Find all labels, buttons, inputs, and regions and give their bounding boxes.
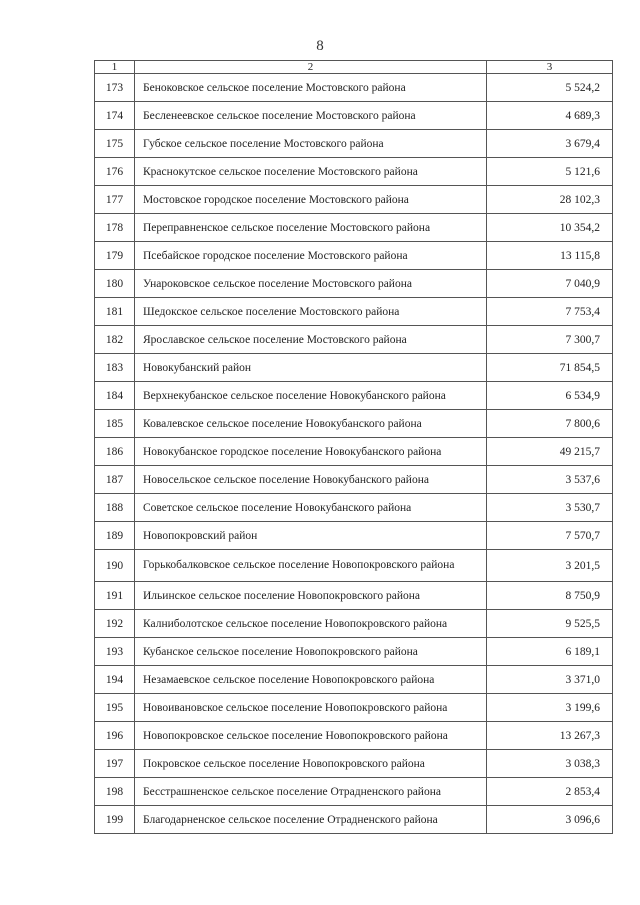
settlement-name: Горькобалковское сельское поселение Новопокровского района bbox=[135, 550, 487, 582]
row-number: 178 bbox=[95, 214, 135, 242]
table-row bbox=[95, 186, 613, 214]
table-row bbox=[95, 466, 613, 494]
row-number: 180 bbox=[95, 270, 135, 298]
row-number: 193 bbox=[95, 638, 135, 666]
amount-value: 8 750,9 bbox=[487, 582, 613, 610]
amount-value: 71 854,5 bbox=[487, 354, 613, 382]
table-row bbox=[95, 270, 613, 298]
settlement-name: Калниболотское сельское поселение Новопокровского района bbox=[135, 610, 487, 638]
amount-value: 5 524,2 bbox=[487, 74, 613, 102]
table-body bbox=[95, 74, 613, 834]
settlement-name: Верхнекубанское сельское поселение Новокубанского района bbox=[135, 382, 487, 410]
settlement-name: Бесленеевское сельское поселение Мостовского района bbox=[135, 102, 487, 130]
row-number: 177 bbox=[95, 186, 135, 214]
table-row bbox=[95, 298, 613, 326]
row-number: 192 bbox=[95, 610, 135, 638]
row-number: 184 bbox=[95, 382, 135, 410]
amount-value: 13 115,8 bbox=[487, 242, 613, 270]
settlement-name: Мостовское городское поселение Мостовского района bbox=[135, 186, 487, 214]
row-number: 189 bbox=[95, 522, 135, 550]
row-number: 199 bbox=[95, 806, 135, 834]
settlement-name: Незамаевское сельское поселение Новопокровского района bbox=[135, 666, 487, 694]
table-row bbox=[95, 326, 613, 354]
table-row bbox=[95, 638, 613, 666]
header-col-2: 2 bbox=[135, 61, 487, 74]
settlement-name: Краснокутское сельское поселение Мостовского района bbox=[135, 158, 487, 186]
table-row bbox=[95, 522, 613, 550]
amount-value: 3 199,6 bbox=[487, 694, 613, 722]
settlement-name: Унароковское сельское поселение Мостовского района bbox=[135, 270, 487, 298]
settlement-name: Шедокское сельское поселение Мостовского района bbox=[135, 298, 487, 326]
row-number: 191 bbox=[95, 582, 135, 610]
row-number: 190 bbox=[95, 550, 135, 582]
table-header bbox=[95, 61, 613, 74]
table-row bbox=[95, 722, 613, 750]
amount-value: 7 570,7 bbox=[487, 522, 613, 550]
row-number: 186 bbox=[95, 438, 135, 466]
settlement-name: Беноковское сельское поселение Мостовского района bbox=[135, 74, 487, 102]
settlement-name: Новокубанский район bbox=[135, 354, 487, 382]
amount-value: 28 102,3 bbox=[487, 186, 613, 214]
row-number: 175 bbox=[95, 130, 135, 158]
table-row bbox=[95, 130, 613, 158]
table-row bbox=[95, 582, 613, 610]
page-number: 8 bbox=[316, 38, 324, 54]
amount-value: 2 853,4 bbox=[487, 778, 613, 806]
settlement-name: Ковалевское сельское поселение Новокубанского района bbox=[135, 410, 487, 438]
amount-value: 6 189,1 bbox=[487, 638, 613, 666]
settlement-name: Новопокровское сельское поселение Новопокровского района bbox=[135, 722, 487, 750]
row-number: 188 bbox=[95, 494, 135, 522]
settlement-name: Новопокровский район bbox=[135, 522, 487, 550]
header-col-1: 1 bbox=[95, 61, 135, 74]
amount-value: 7 040,9 bbox=[487, 270, 613, 298]
settlement-name: Советское сельское поселение Новокубанского района bbox=[135, 494, 487, 522]
table-row bbox=[95, 102, 613, 130]
table-row bbox=[95, 74, 613, 102]
amount-value: 6 534,9 bbox=[487, 382, 613, 410]
row-number: 185 bbox=[95, 410, 135, 438]
row-number: 173 bbox=[95, 74, 135, 102]
settlement-name: Благодарненское сельское поселение Отрадненского района bbox=[135, 806, 487, 834]
settlement-name: Новоивановское сельское поселение Новопокровского района bbox=[135, 694, 487, 722]
table-row bbox=[95, 438, 613, 466]
row-number: 183 bbox=[95, 354, 135, 382]
table-row bbox=[95, 214, 613, 242]
data-table bbox=[94, 60, 613, 834]
amount-value: 9 525,5 bbox=[487, 610, 613, 638]
amount-value: 10 354,2 bbox=[487, 214, 613, 242]
row-number: 182 bbox=[95, 326, 135, 354]
settlement-name: Псебайское городское поселение Мостовского района bbox=[135, 242, 487, 270]
settlement-name: Новосельское сельское поселение Новокубанского района bbox=[135, 466, 487, 494]
amount-value: 7 800,6 bbox=[487, 410, 613, 438]
amount-value: 7 753,4 bbox=[487, 298, 613, 326]
settlement-name: Ярославское сельское поселение Мостовского района bbox=[135, 326, 487, 354]
table-row bbox=[95, 610, 613, 638]
table-row bbox=[95, 694, 613, 722]
table-row bbox=[95, 354, 613, 382]
header-col-3: 3 bbox=[487, 61, 613, 74]
row-number: 176 bbox=[95, 158, 135, 186]
table-row bbox=[95, 778, 613, 806]
settlement-name: Покровское сельское поселение Новопокровского района bbox=[135, 750, 487, 778]
row-number: 195 bbox=[95, 694, 135, 722]
header-row bbox=[95, 61, 613, 74]
row-number: 194 bbox=[95, 666, 135, 694]
amount-value: 3 530,7 bbox=[487, 494, 613, 522]
table-row bbox=[95, 666, 613, 694]
settlement-name: Переправненское сельское поселение Мостовского района bbox=[135, 214, 487, 242]
row-number: 196 bbox=[95, 722, 135, 750]
amount-value: 49 215,7 bbox=[487, 438, 613, 466]
row-number: 197 bbox=[95, 750, 135, 778]
amount-value: 7 300,7 bbox=[487, 326, 613, 354]
table-row bbox=[95, 494, 613, 522]
settlement-name: Бесстрашненское сельское поселение Отрадненского района bbox=[135, 778, 487, 806]
table-row bbox=[95, 242, 613, 270]
row-number: 174 bbox=[95, 102, 135, 130]
table-row bbox=[95, 806, 613, 834]
table-row bbox=[95, 410, 613, 438]
row-number: 181 bbox=[95, 298, 135, 326]
row-number: 187 bbox=[95, 466, 135, 494]
amount-value: 3 096,6 bbox=[487, 806, 613, 834]
row-number: 179 bbox=[95, 242, 135, 270]
amount-value: 3 371,0 bbox=[487, 666, 613, 694]
amount-value: 3 537,6 bbox=[487, 466, 613, 494]
amount-value: 3 679,4 bbox=[487, 130, 613, 158]
amount-value: 5 121,6 bbox=[487, 158, 613, 186]
table-row bbox=[95, 750, 613, 778]
amount-value: 3 038,3 bbox=[487, 750, 613, 778]
settlement-name: Новокубанское городское поселение Новокубанского района bbox=[135, 438, 487, 466]
amount-value: 3 201,5 bbox=[487, 550, 613, 582]
table-row bbox=[95, 158, 613, 186]
settlement-name: Губское сельское поселение Мостовского района bbox=[135, 130, 487, 158]
settlement-name: Ильинское сельское поселение Новопокровского района bbox=[135, 582, 487, 610]
table-row bbox=[95, 550, 613, 582]
table-row bbox=[95, 382, 613, 410]
amount-value: 4 689,3 bbox=[487, 102, 613, 130]
row-number: 198 bbox=[95, 778, 135, 806]
settlement-name: Кубанское сельское поселение Новопокровского района bbox=[135, 638, 487, 666]
amount-value: 13 267,3 bbox=[487, 722, 613, 750]
